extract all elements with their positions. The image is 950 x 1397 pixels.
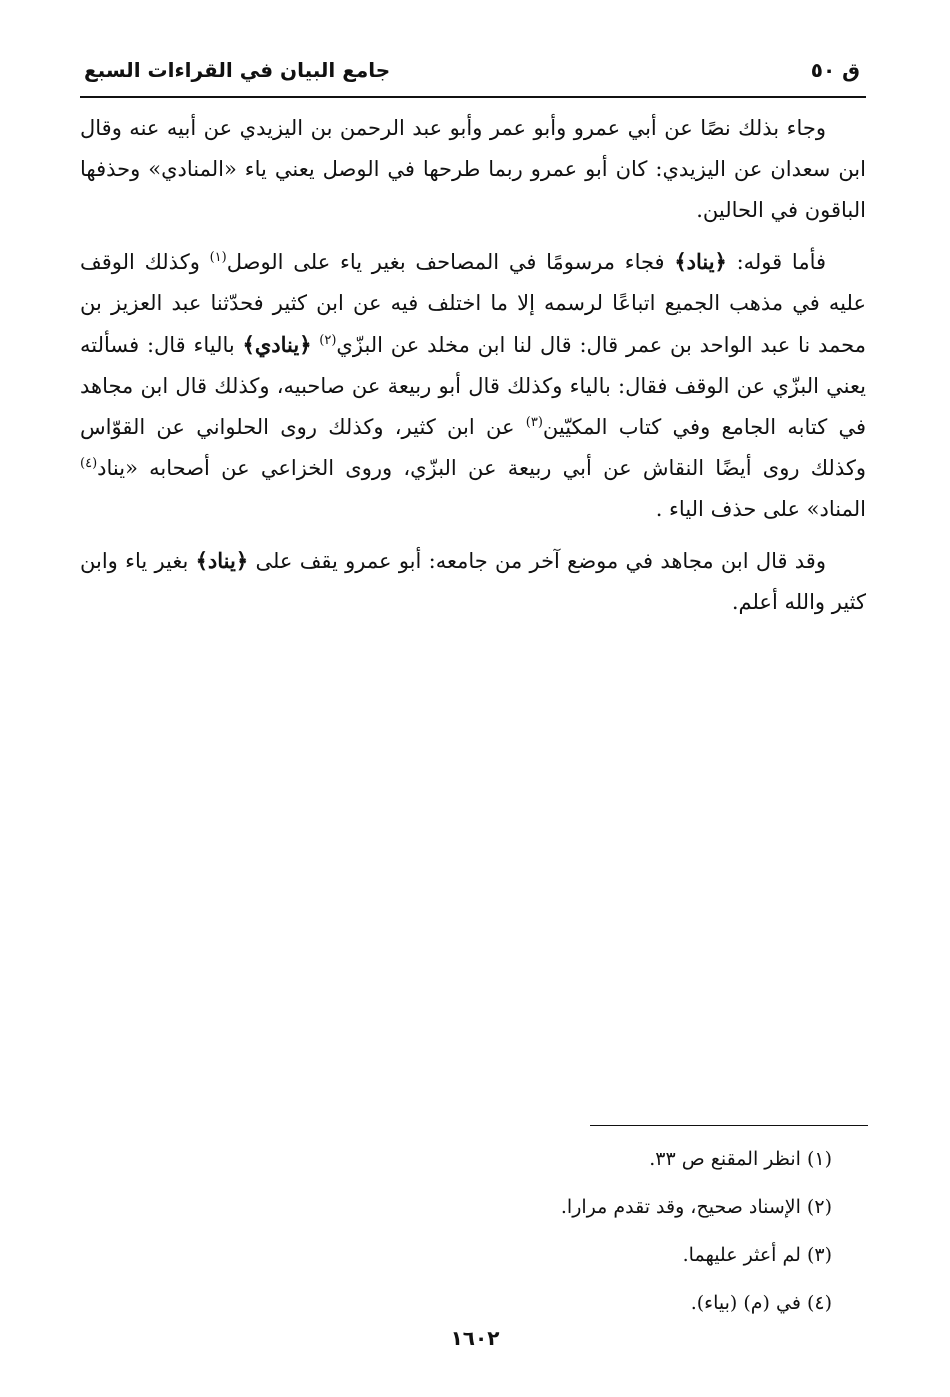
text-segment: بغير ياء وابن كثير والله أعلم. [80, 549, 866, 614]
text-segment: فأما قوله: [726, 250, 826, 274]
paragraph [80, 540, 866, 623]
text-segment: عن ابن كثير، وكذلك روى الحلواني عن القوّاس وكذلك روى أيضًا النقاش عن أبي ربيعة عن البزّي، وروى الخزاعي عن أصحابه «يناد [80, 415, 866, 480]
quran-word: ﴿ينادي﴾ [242, 332, 312, 357]
book-title: جامع البيان في القراءات السبع [84, 58, 391, 82]
quran-word: ﴿يناد﴾ [195, 548, 249, 573]
footnote-2: (٢) الإسناد صحيح، وقد تقدم مرارا. [560, 1196, 832, 1218]
footnotes [420, 1142, 832, 1334]
text-segment: وقد قال ابن مجاهد في موضع آخر من جامعه: أبو عمرو يقف على [248, 549, 826, 573]
text-segment: وجاء بذلك نصًا عن أبي عمرو وأبو عمر وأبو عبد الرحمن بن اليزيدي عن أبيه عنه وقال ابن سعدان عن اليزيدي: كان أبو عمرو ربما طرحها في الوصل يعني ياء «المنادي» وحذفها الباقون في الحالين. [80, 116, 866, 222]
footnote-separator [590, 1125, 868, 1126]
quran-word: ﴿يناد﴾ [674, 249, 727, 274]
footnote-ref: (٣) [525, 415, 543, 430]
page-number: ١٦٠٢ [450, 1326, 500, 1350]
footnote-3: (٣) لم أعثر عليهما. [682, 1244, 832, 1266]
text-segment: المناد» على حذف الياء . [655, 497, 866, 521]
footnote-ref: (٢) [319, 333, 337, 348]
text-segment: فجاء مرسومًا في المصاحف بغير ياء على الوصل [226, 250, 675, 274]
footnote-ref: (١) [209, 250, 227, 265]
text-segment: بالياء قال: فسألته يعني البزّي عن الوقف فقال: بالياء وكذلك قال أبو ربيعة عن صاحبيه، وكذلك قال ابن مجاهد في كتابه الجامع وفي كتاب المكيّين [80, 333, 867, 439]
running-header [80, 52, 866, 98]
footnote-ref: (٤) [80, 456, 98, 471]
manuscript-folio-marker: ق ٥٠ [810, 58, 860, 82]
footnote-4: (٤) في (م) (بياء). [690, 1292, 832, 1314]
main-text [80, 108, 866, 633]
paragraph [80, 241, 866, 530]
text-segment: وكذلك الوقف عليه في مذهب الجميع اتباعًا لرسمه إلا ما اختلف فيه عن ابن كثير فحدّثنا عبد العزيز بن محمد نا عبد الواحد بن عمر قال: قال لنا ابن مخلد عن البزّي [80, 250, 866, 357]
footnote-1: (١) انظر المقنع ص ٣٣. [649, 1148, 832, 1170]
paragraph [80, 108, 866, 231]
